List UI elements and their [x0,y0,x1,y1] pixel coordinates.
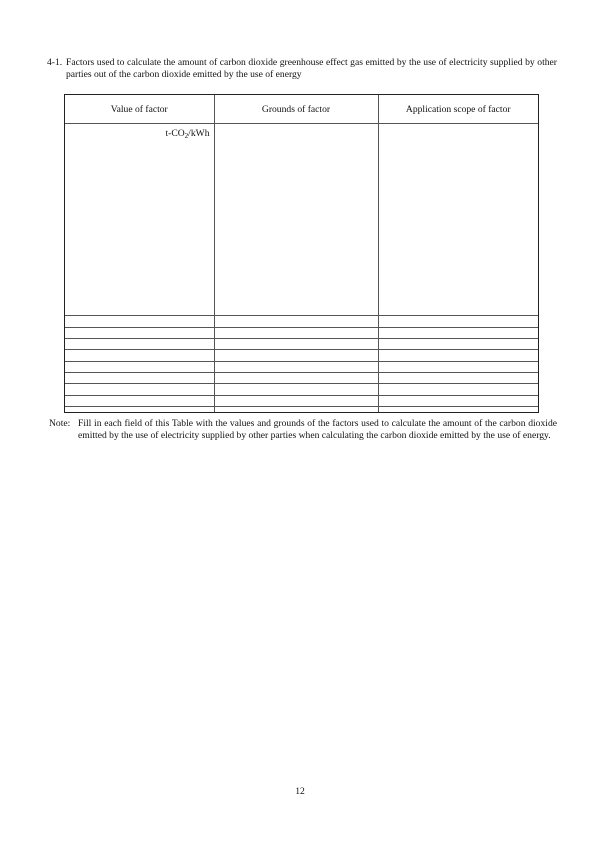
table-row [65,350,538,361]
unit-prefix: t-CO [165,128,185,139]
header-grounds-of-factor: Grounds of factor [214,95,378,124]
factor-table [64,94,539,413]
value-cell[interactable] [65,350,214,361]
table-row [65,338,538,349]
scope-cell[interactable] [378,316,538,327]
table-row [65,124,538,316]
unit-subscript: 2 [184,132,189,140]
note-text: Fill in each field of this Table with the values and grounds of the factors used to calculate the amount of the carbon dioxide emitted by the use of electricity supplied by other parties when calculating the carbon dioxide emitted by the use of energy. [78,418,557,441]
table-row [65,316,538,327]
value-cell[interactable] [65,372,214,383]
header-value-of-factor: Value of factor [65,95,214,124]
table-row [65,406,538,412]
table-row [65,327,538,338]
scope-cell[interactable] [378,395,538,406]
value-cell[interactable] [65,361,214,372]
grounds-cell[interactable] [214,316,378,327]
note-label: Note: [49,418,71,429]
value-cell[interactable] [65,316,214,327]
grounds-cell[interactable] [214,338,378,349]
table-row [65,384,538,395]
page-number: 12 [295,786,305,797]
scope-cell[interactable] [378,350,538,361]
value-cell[interactable] [65,406,214,412]
table-header-row [65,95,538,124]
scope-cell[interactable] [378,361,538,372]
grounds-cell[interactable] [214,327,378,338]
table-row [65,372,538,383]
section-title: Factors used to calculate the amount of carbon dioxide greenhouse effect gas emitted by the use of electricity supplied by other parties out of the carbon dioxide emitted by the use of energy [66,57,557,80]
value-cell[interactable] [65,384,214,395]
value-cell[interactable] [65,338,214,349]
scope-cell[interactable] [378,406,538,412]
table-row [65,395,538,406]
section-heading [47,57,557,81]
scope-cell[interactable] [378,327,538,338]
section-number: 4-1. [47,57,63,68]
scope-cell[interactable] [378,124,538,316]
scope-cell[interactable] [378,372,538,383]
scope-cell[interactable] [378,384,538,395]
unit-suffix: /kWh [188,128,210,139]
table-note [49,418,557,442]
grounds-cell[interactable] [214,395,378,406]
value-cell-unit[interactable] [65,124,214,316]
header-application-scope: Application scope of factor [378,95,538,124]
grounds-cell[interactable] [214,406,378,412]
table-row [65,361,538,372]
grounds-cell[interactable] [214,350,378,361]
value-cell[interactable] [65,327,214,338]
value-cell[interactable] [65,395,214,406]
grounds-cell[interactable] [214,372,378,383]
scope-cell[interactable] [378,338,538,349]
grounds-cell[interactable] [214,124,378,316]
grounds-cell[interactable] [214,384,378,395]
grounds-cell[interactable] [214,361,378,372]
